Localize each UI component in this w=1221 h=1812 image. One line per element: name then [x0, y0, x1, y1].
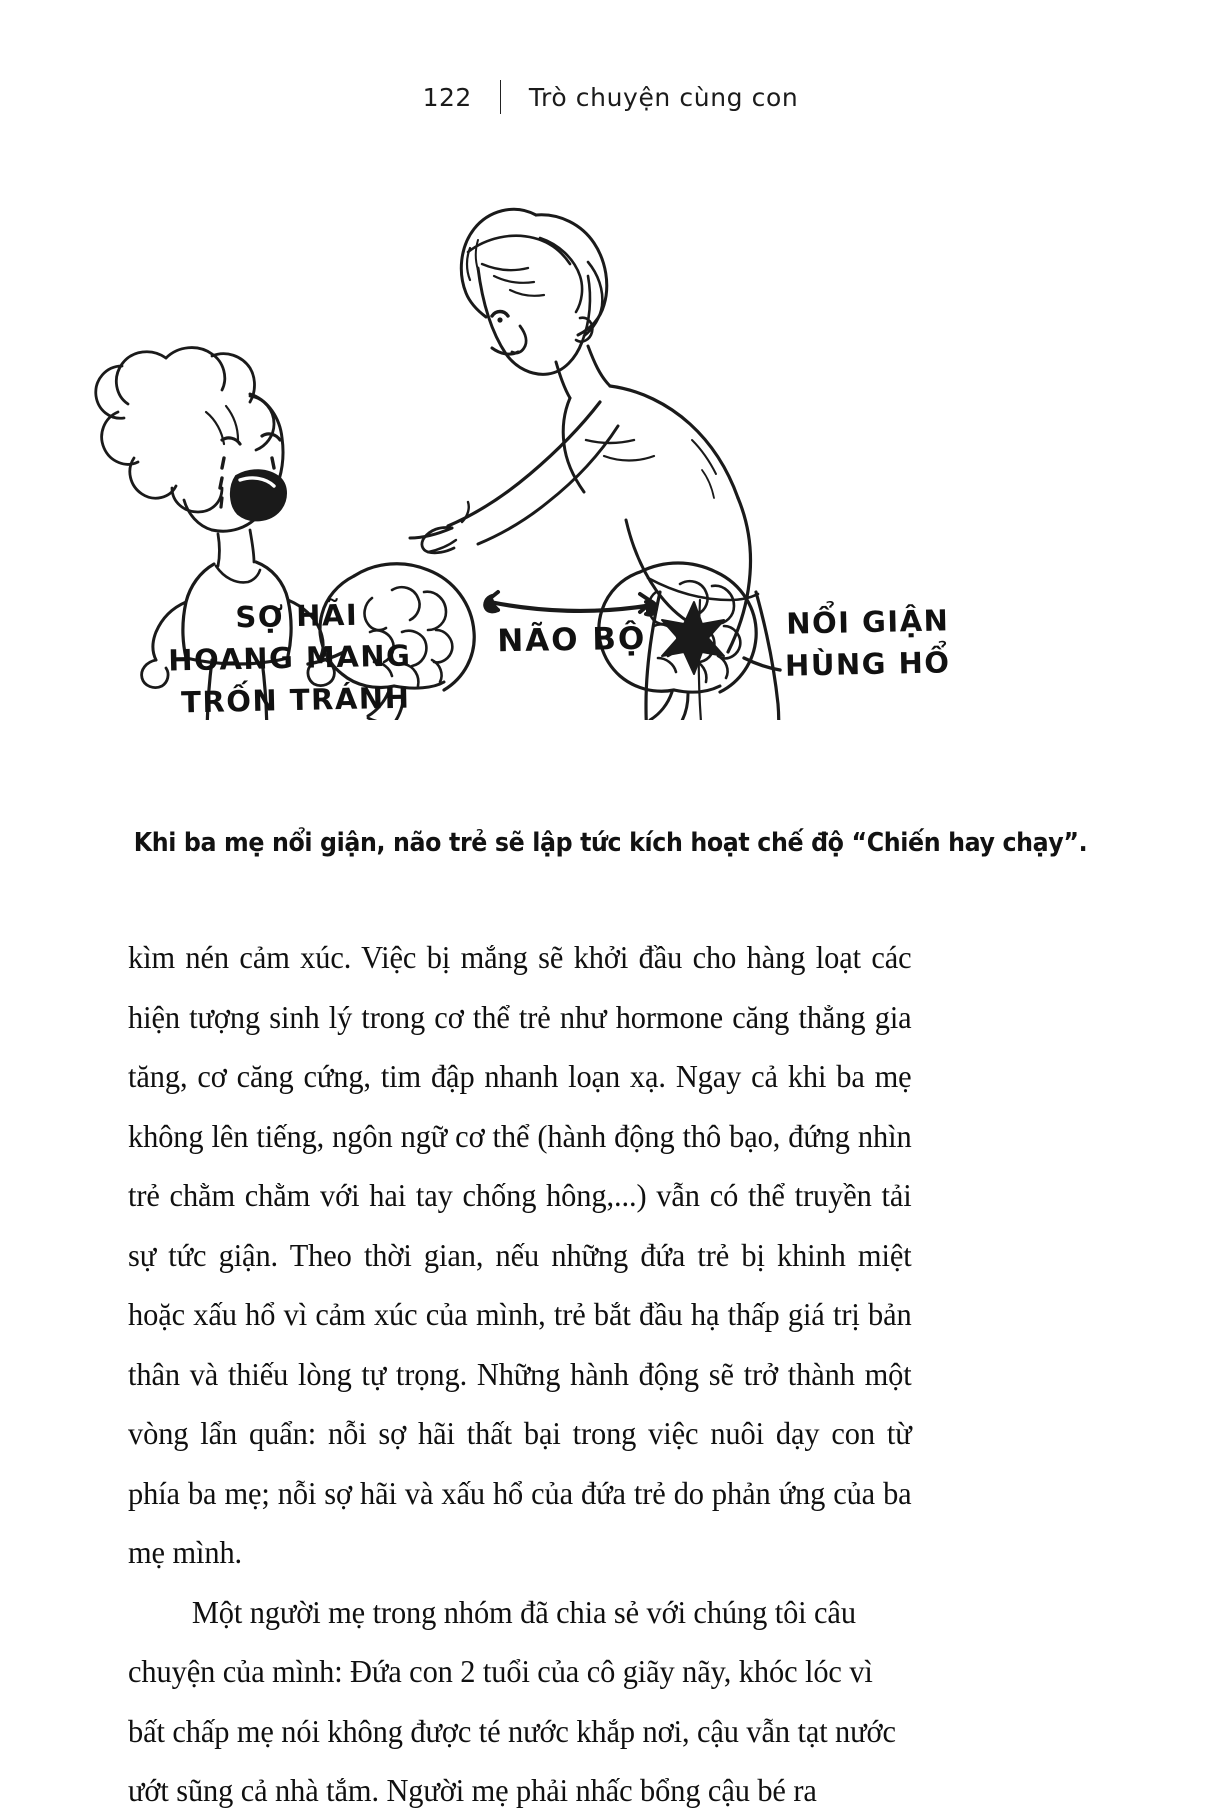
figure-label-right-line-2: HÙNG HỔ — [784, 645, 951, 683]
figure-label-center: NÃO BỘ — [496, 620, 647, 660]
figure-label-left-line-3: TRỐN TRÁNH — [180, 680, 411, 720]
paragraph-2: Một người mẹ trong nhóm đã chia sẻ với chúng tôi câu chuyện của mình: Đứa con 2 tuổi của cô giãy nãy, khóc lóc vì bất chấp mẹ nói không được té nước khắp nơi, cậu vẫn tạt nước ướt sũng cả nhà tắm. Người mẹ phải nhấc bổng cậu bé ra — [128, 1594, 896, 1808]
body-text — [128, 928, 940, 1812]
figure-caption: Khi ba mẹ nổi giận, não trẻ sẽ lập tức kích hoạt chế độ “Chiến hay chạy”. — [133, 828, 1088, 858]
figure-label-left-line-1: SỢ HÃI — [235, 597, 359, 635]
figure-illustration — [0, 140, 1221, 720]
figure-label-right-line-1: NỔI GIẬN — [785, 603, 950, 641]
page-number: 122 — [422, 82, 472, 112]
illustration-svg — [0, 140, 1221, 720]
paragraph-1: kìm nén cảm xúc. Việc bị mắng sẽ khởi đầu cho hàng loạt các hiện tượng sinh lý trong cơ thể trẻ như hormone căng thẳng gia tăng, cơ căng cứng, tim đập nhanh loạn xạ. Ngay cả khi ba mẹ không lên tiếng, ngôn ngữ cơ thể (hành động thô bạo, đứng nhìn trẻ chằm chằm với hai tay chống hông,...) vẫn có thể truyền tải sự tức giận. Theo thời gian, nếu những đứa trẻ bị khinh miệt hoặc xấu hổ vì cảm xúc của mình, trẻ bắt đầu hạ thấp giá trị bản thân và thiếu lòng tự trọng. Những hành động sẽ trở thành một vòng lẩn quẩn: nỗi sợ hãi thất bại trong việc nuôi dạy con từ phía ba mẹ; nỗi sợ hãi và xấu hổ của đứa trẻ do phản ứng của ba mẹ mình. — [128, 940, 912, 1570]
figure-label-left-line-2: HOANG MANG — [167, 638, 412, 678]
chapter-title: Trò chuyện cùng con — [528, 82, 799, 112]
running-header — [0, 80, 1221, 114]
header-divider — [500, 80, 501, 114]
